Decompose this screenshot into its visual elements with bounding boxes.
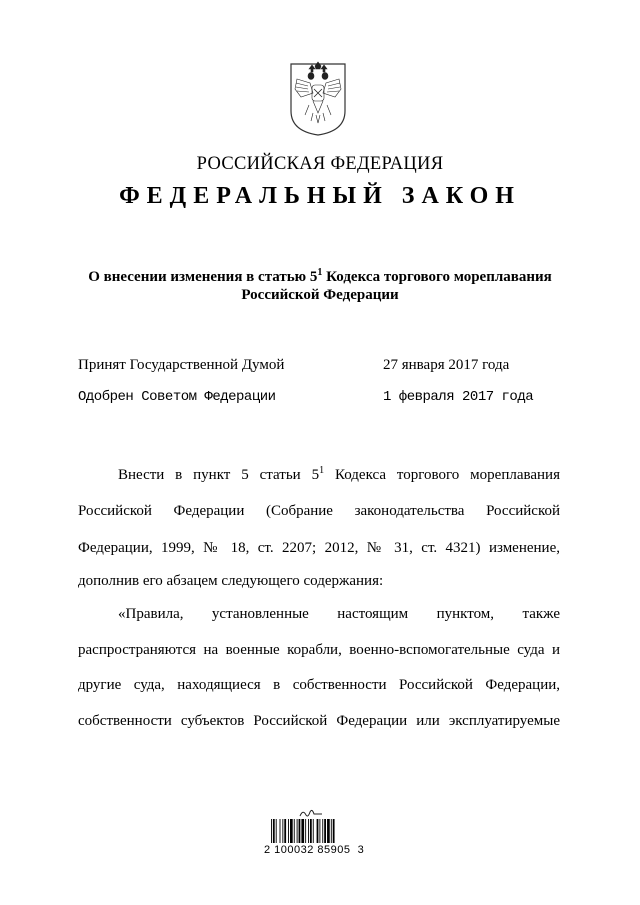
body-line: распространяются на военные корабли, военно-вспомогательные суда и xyxy=(78,642,560,658)
law-title-text: О внесении изменения в статью 5 xyxy=(88,269,318,285)
body-text-cont: Кодекса торгового мореплавания xyxy=(324,467,560,483)
law-title-line-2: Российской Федерации xyxy=(241,287,399,303)
barcode-number: 2 100032 85905 3 xyxy=(264,844,365,856)
barcode xyxy=(270,819,360,845)
body-text: Внести в пункт 5 статьи 5 xyxy=(118,467,320,483)
body-line xyxy=(118,466,560,484)
law-title-superscript: 1 xyxy=(317,267,323,278)
adopted-label: Принят Государственной Думой xyxy=(78,357,285,373)
country-name: РОССИЙСКАЯ ФЕДЕРАЦИЯ xyxy=(196,154,444,174)
body-line: «Правила, установленные настоящим пунктом, также xyxy=(118,606,560,622)
coat-of-arms-emblem xyxy=(287,61,349,137)
body-line: Федерации, 1999, № 18, ст. 2207; 2012, № 31, ст. 4321) изменение, xyxy=(78,540,560,556)
approved-label: Одобрен Советом Федерации xyxy=(78,389,276,405)
law-title-text-cont: Кодекса торгового мореплавания xyxy=(322,269,552,285)
body-superscript: 1 xyxy=(319,465,325,476)
law-title xyxy=(60,268,580,304)
body-line: дополнив его абзацем следующего содержания: xyxy=(78,573,384,589)
handwritten-mark xyxy=(299,807,323,819)
body-line: другие суда, находящиеся в собственности Российской Федерации, xyxy=(78,677,560,693)
approved-date: 1 февраля 2017 года xyxy=(383,389,534,405)
adopted-date: 27 января 2017 года xyxy=(383,357,510,373)
law-type-heading: ФЕДЕРАЛЬНЫЙ ЗАКОН xyxy=(119,183,521,209)
law-title-line-1 xyxy=(60,268,580,286)
body-line: собственности субъектов Российской Федерации или эксплуатируемые xyxy=(78,713,560,729)
body-line: Российской Федерации (Собрание законодательства Российской xyxy=(78,503,560,519)
